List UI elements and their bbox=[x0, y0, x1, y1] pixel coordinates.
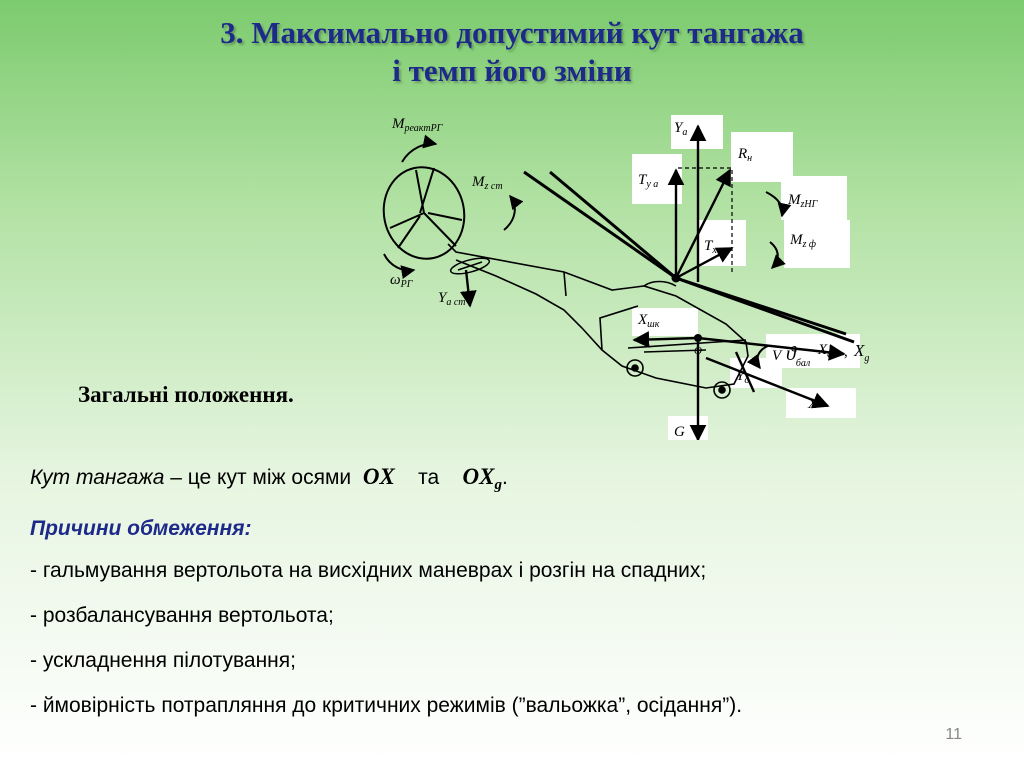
label-x: X bbox=[808, 396, 818, 412]
helicopter-force-diagram bbox=[376, 110, 886, 440]
label-comma: , bbox=[844, 344, 848, 360]
definition-text: це кут між осями bbox=[187, 466, 357, 489]
title-line-1: 3. Максимально допустимий кут тангажа bbox=[220, 15, 804, 50]
axis-oxg: $OX_g$ bbox=[462, 464, 502, 493]
list-item: - розбалансування вертольота; bbox=[30, 604, 334, 627]
section-subheading: Загальні положення. bbox=[78, 382, 294, 407]
label-theta: $ϑ_{бал}$ bbox=[786, 343, 811, 369]
label-g: G bbox=[674, 424, 685, 440]
rotor-hub-point bbox=[672, 274, 681, 283]
label-y-o: $Y_ô$ bbox=[736, 368, 750, 386]
tail-rotor bbox=[449, 255, 491, 277]
label-v: V bbox=[772, 348, 782, 364]
label-m-zf: $M_{z ф}$ bbox=[790, 232, 816, 250]
label-m-zst: $M_{z ст}$ bbox=[472, 174, 503, 192]
page-number: 11 bbox=[945, 726, 962, 743]
list-item: - гальмування вертольота на висхідних маневрах і розгін на спадних; bbox=[30, 559, 707, 582]
label-x-shk: $X_{шк}$ bbox=[638, 312, 660, 330]
label-x-g: $X_g$ bbox=[854, 341, 870, 364]
label-x-a: $X_a$ bbox=[818, 342, 833, 360]
label-t-ya: $T_{y a}$ bbox=[638, 172, 659, 190]
label-t-xa: $T_{x a}$ bbox=[704, 238, 725, 256]
definition-term: Кут тангажа bbox=[30, 466, 165, 489]
pitch-angle-definition bbox=[30, 464, 508, 494]
label-r-n: $R_н$ bbox=[738, 146, 753, 164]
causes-list bbox=[30, 557, 742, 737]
center-of-mass-point bbox=[694, 334, 702, 342]
main-rotor-disc bbox=[376, 160, 473, 267]
label-m-react: $M_{реактРГ}$ bbox=[392, 116, 443, 134]
label-o: O bbox=[694, 345, 702, 357]
title-line-2: і темп його зміни bbox=[392, 53, 632, 88]
causes-heading: Причини обмеження: bbox=[30, 517, 252, 540]
axis-ox: OX bbox=[362, 464, 395, 489]
label-y-a: $Y_a$ bbox=[674, 120, 688, 138]
label-backgrounds bbox=[632, 115, 860, 440]
list-item: - ускладнення пілотування; bbox=[30, 649, 296, 672]
label-m-znh: $M_{zНГ}$ bbox=[788, 192, 818, 210]
slide-title bbox=[0, 14, 1024, 90]
helicopter-fuselage bbox=[448, 244, 748, 398]
list-item: - ймовірність потрапляння до критичних режимів (”вальожка”, осідання”). bbox=[30, 694, 743, 717]
definition-dash: – bbox=[164, 466, 188, 489]
label-y-ast: $Y_{a ст}$ bbox=[438, 290, 466, 308]
definition-end: . bbox=[501, 466, 508, 489]
label-omega: $\omega_{РГ}$ bbox=[390, 272, 413, 290]
definition-conj: та bbox=[418, 466, 440, 489]
